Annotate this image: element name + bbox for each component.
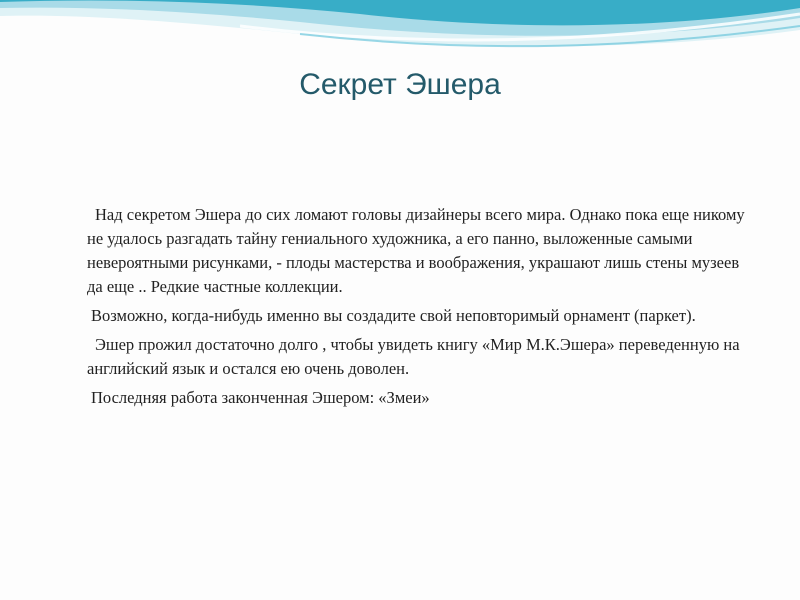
paragraph-3: Эшер прожил достаточно долго , чтобы увидеть книгу «Мир М.К.Эшера» переведенную на английский язык и остался ею очень доволен. [87,335,740,378]
paragraph-2: Возможно, когда-нибудь именно вы создадите свой неповторимый орнамент (паркет). [91,306,696,325]
paragraph-1: Над секретом Эшера до сих ломают головы дизайнеры всего мира. Однако пока еще никому не удалось разгадать тайну гениального художника, а его панно, выложенные самыми невероятными рисунками, - плоды мастерства и воображения, украшают лишь стены музеев да еще .. Редкие частные коллекции. [87,205,745,296]
slide-title: Секрет Эшера [299,68,501,101]
slide-body [87,203,755,415]
paragraph-4: Последняя работа законченная Эшером: «Змеи» [91,388,430,407]
